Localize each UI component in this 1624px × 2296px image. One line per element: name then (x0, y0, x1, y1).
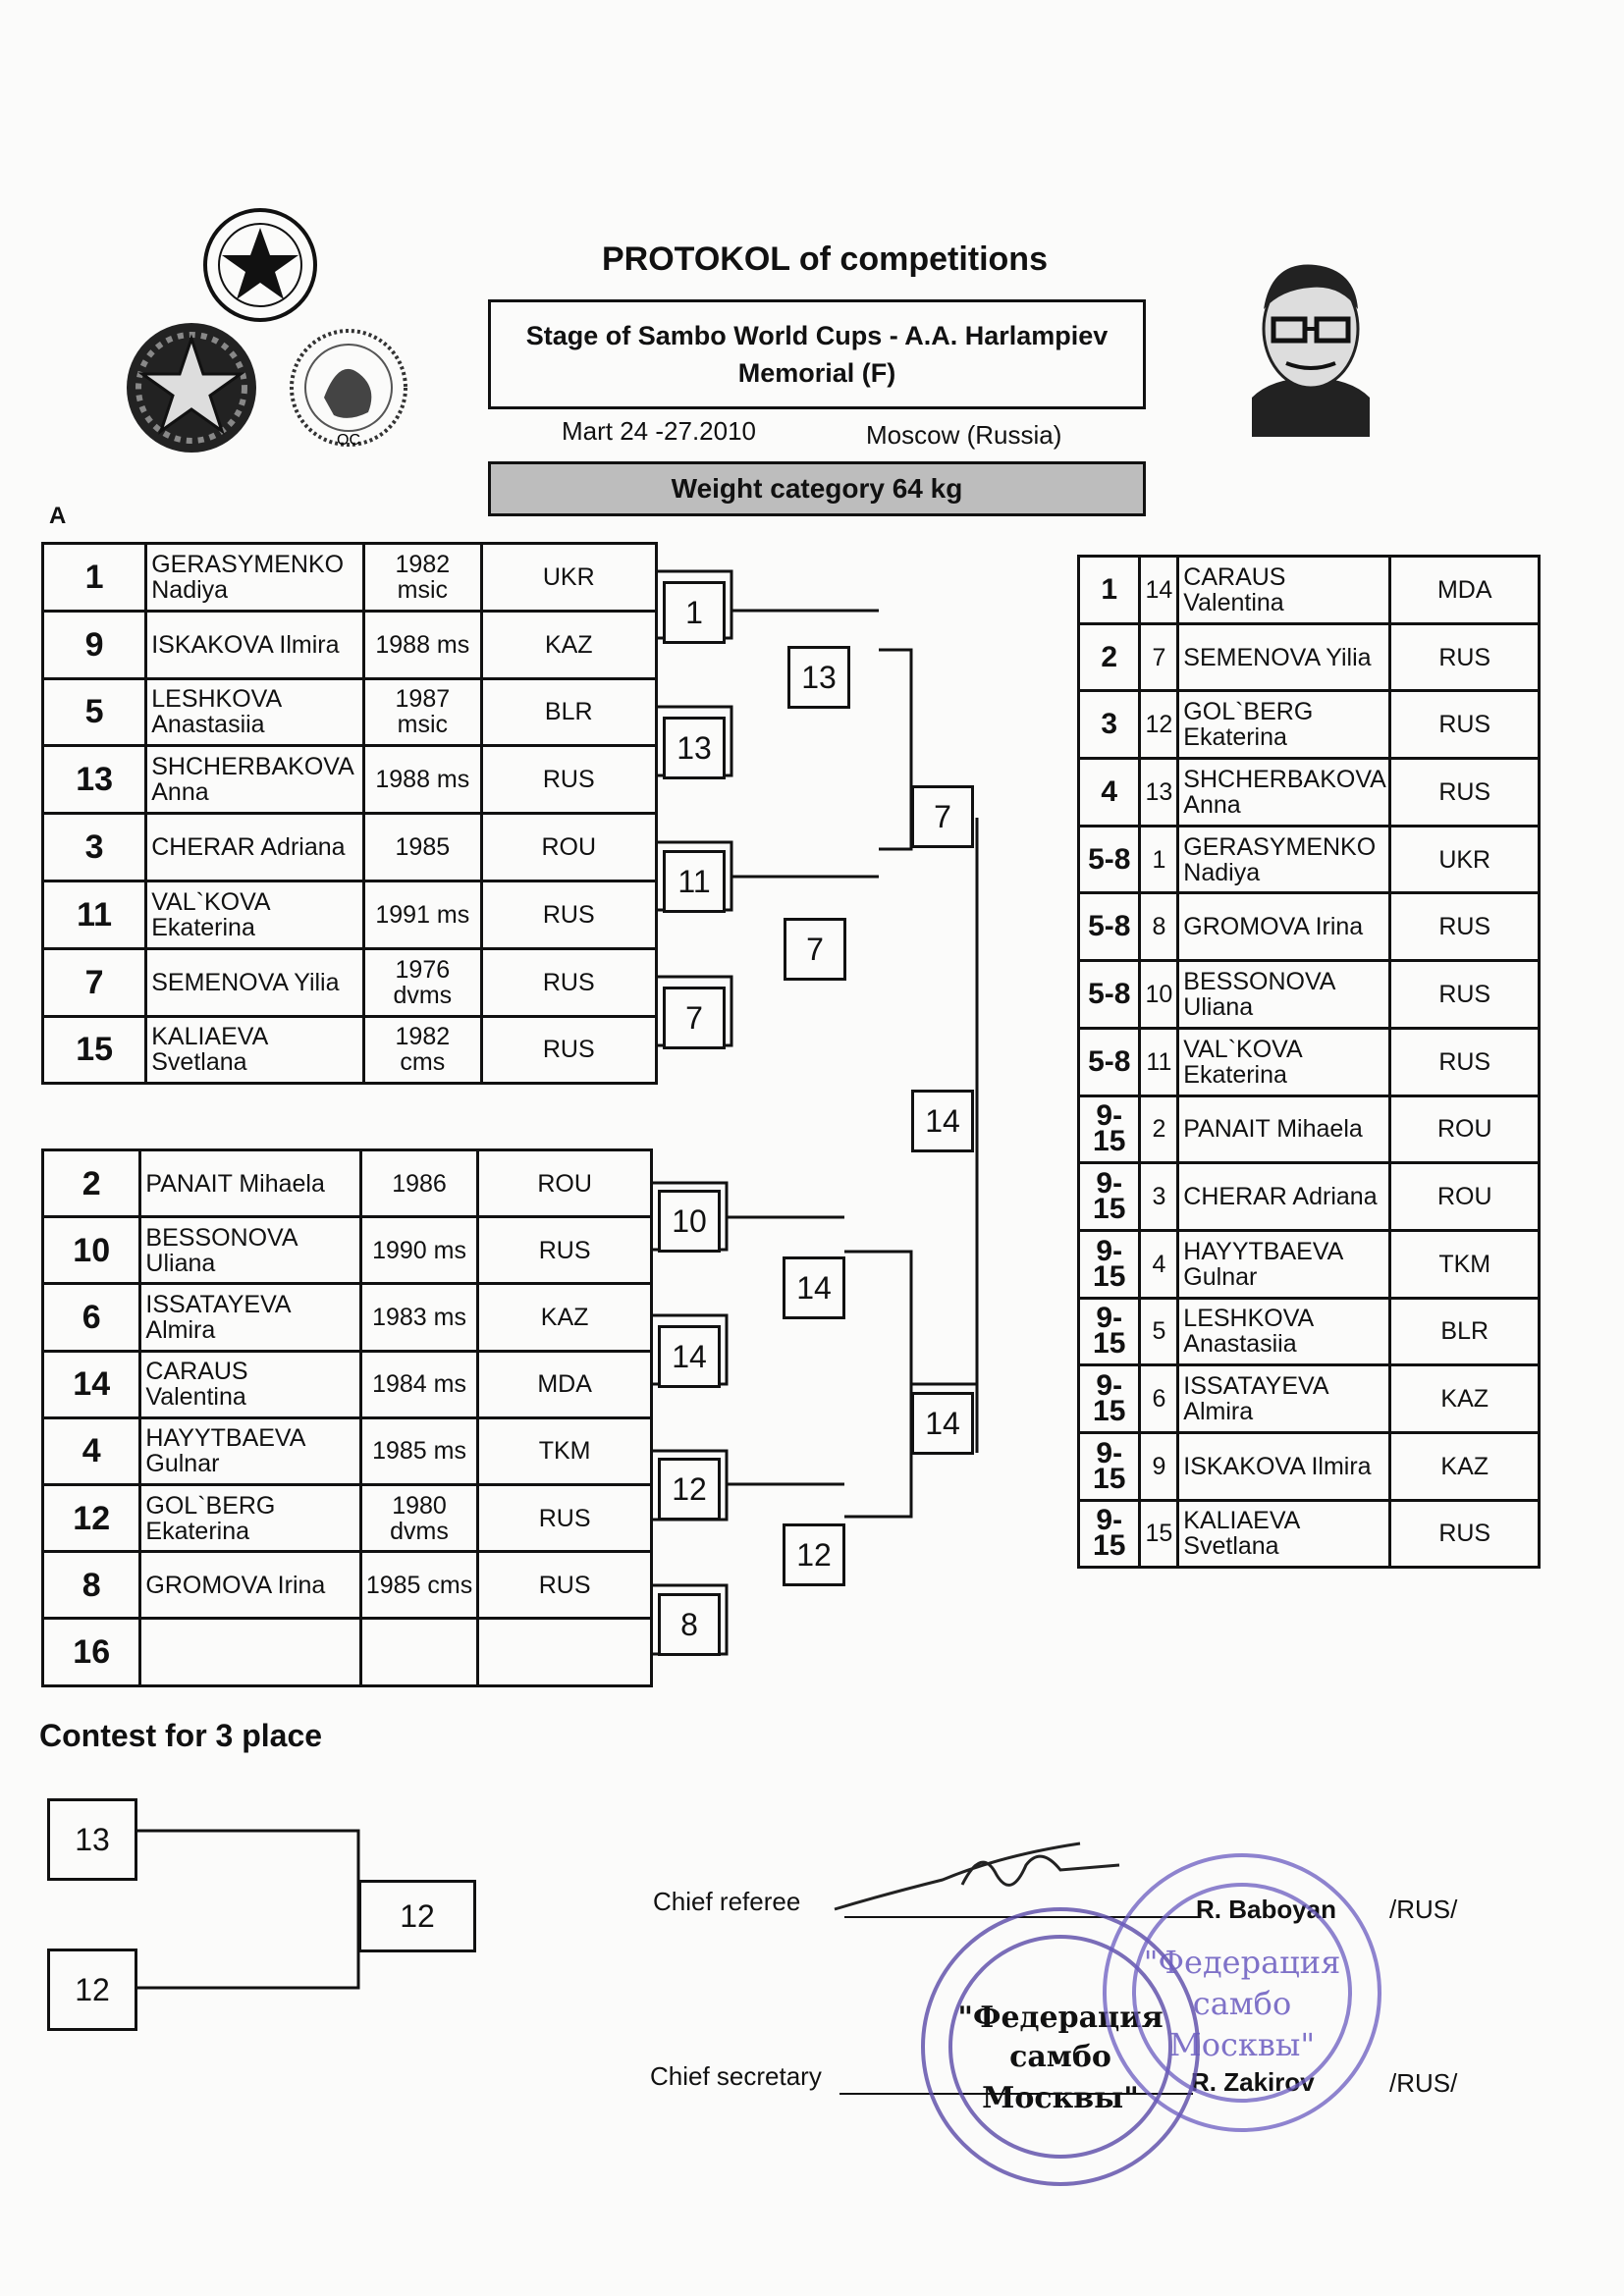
athlete-country: BLR (481, 678, 657, 746)
r2-winner-box: 13 (787, 646, 850, 709)
event-title-line1: Stage of Sambo World Cups - A.A. Harlampiev (525, 321, 1109, 350)
result-seed: 6 (1140, 1365, 1178, 1433)
result-name: ISKAKOVA Ilmira (1178, 1432, 1390, 1500)
result-country: RUS (1390, 961, 1540, 1029)
svg-text:Москвы": Москвы" (982, 2081, 1139, 2115)
athlete-year: 1985 (364, 814, 481, 881)
athlete-row (43, 1016, 657, 1084)
result-row (1079, 691, 1540, 759)
result-name: KALIAEVA Svetlana (1178, 1500, 1390, 1568)
athlete-year: 1982 cms (364, 1016, 481, 1084)
result-country: TKM (1390, 1230, 1540, 1298)
r1-winner-box: 13 (663, 717, 726, 779)
result-name: GROMOVA Irina (1178, 893, 1390, 961)
event-dates: Mart 24 -27.2010 (562, 416, 757, 446)
result-row (1079, 1365, 1540, 1433)
third-place-winner: 12 (358, 1880, 476, 1952)
result-seed: 4 (1140, 1230, 1178, 1298)
svg-text:Москвы": Москвы" (1168, 2026, 1316, 2063)
athlete-row (43, 1552, 652, 1619)
athlete-seed: 14 (43, 1351, 140, 1417)
result-country: KAZ (1390, 1365, 1540, 1433)
result-seed: 2 (1140, 1095, 1178, 1163)
result-name: SEMENOVA Yilia (1178, 623, 1390, 691)
athlete-country: TKM (478, 1417, 652, 1484)
result-place: 9-15 (1079, 1095, 1140, 1163)
pool-a-table (41, 542, 658, 1085)
r1-winner-box: 12 (658, 1458, 721, 1521)
athlete-year: 1988 ms (364, 611, 481, 678)
r1-winner-box: 10 (658, 1190, 721, 1253)
athlete-seed: 12 (43, 1484, 140, 1551)
r1-winner-box: 8 (658, 1593, 721, 1656)
result-name: LESHKOVA Anastasiia (1178, 1298, 1390, 1365)
semifinal-winner-box: 14 (911, 1392, 974, 1455)
athlete-seed: 3 (43, 814, 146, 881)
athlete-seed: 1 (43, 544, 146, 612)
athlete-seed: 4 (43, 1417, 140, 1484)
athlete-country: RUS (478, 1484, 652, 1551)
page-title: PROTOKOL of competitions (602, 240, 1048, 278)
athlete-row (43, 1284, 652, 1351)
results-table (1077, 555, 1541, 1569)
athlete-year: 1980 dvms (360, 1484, 477, 1551)
result-country: BLR (1390, 1298, 1540, 1365)
result-place: 9-15 (1079, 1432, 1140, 1500)
athlete-country: MDA (478, 1351, 652, 1417)
athlete-name: GOL`BERG Ekaterina (140, 1484, 360, 1551)
result-row (1079, 759, 1540, 827)
result-country: RUS (1390, 623, 1540, 691)
svg-text:самбо: самбо (1009, 2040, 1111, 2074)
athlete-seed: 13 (43, 746, 146, 814)
chief-secretary-label: Chief secretary (650, 2061, 822, 2091)
result-seed: 11 (1140, 1028, 1178, 1095)
result-country: RUS (1390, 759, 1540, 827)
result-seed: 5 (1140, 1298, 1178, 1365)
result-country: RUS (1390, 1028, 1540, 1095)
athlete-name: CHERAR Adriana (146, 814, 364, 881)
result-country: ROU (1390, 1163, 1540, 1231)
svg-text:OC: OC (337, 432, 360, 449)
athlete-name: BESSONOVA Uliana (140, 1217, 360, 1284)
athlete-row (43, 948, 657, 1016)
result-place: 2 (1079, 623, 1140, 691)
athlete-year: 1982 msic (364, 544, 481, 612)
athlete-row (43, 1417, 652, 1484)
athlete-year: 1976 dvms (364, 948, 481, 1016)
athlete-name: KALIAEVA Svetlana (146, 1016, 364, 1084)
athlete-country: RUS (478, 1217, 652, 1284)
athlete-seed: 9 (43, 611, 146, 678)
athlete-seed: 6 (43, 1284, 140, 1351)
chief-secretary-name: R. Zakirov (1191, 2067, 1315, 2097)
athlete-country: ROU (481, 814, 657, 881)
result-row (1079, 1163, 1540, 1231)
athlete-row (43, 1484, 652, 1551)
result-place: 9-15 (1079, 1298, 1140, 1365)
group-label: A (49, 503, 67, 529)
athlete-country: RUS (481, 881, 657, 948)
athlete-country: UKR (481, 544, 657, 612)
result-row (1079, 1432, 1540, 1500)
result-country: RUS (1390, 893, 1540, 961)
athlete-seed: 10 (43, 1217, 140, 1284)
result-name: GERASYMENKO Nadiya (1178, 826, 1390, 893)
athlete-year: 1984 ms (360, 1351, 477, 1417)
chief-referee-name: R. Baboyan (1196, 1895, 1337, 1924)
athlete-country (478, 1619, 652, 1685)
athlete-country: RUS (481, 746, 657, 814)
athlete-year: 1990 ms (360, 1217, 477, 1284)
result-name: CHERAR Adriana (1178, 1163, 1390, 1231)
athlete-year: 1983 ms (360, 1284, 477, 1351)
athlete-country: ROU (478, 1150, 652, 1217)
result-name: CARAUS Valentina (1178, 557, 1390, 624)
athlete-seed: 5 (43, 678, 146, 746)
result-row (1079, 1298, 1540, 1365)
result-place: 5-8 (1079, 893, 1140, 961)
pool-b-table (41, 1148, 653, 1687)
result-name: VAL`KOVA Ekaterina (1178, 1028, 1390, 1095)
final-winner-box: 14 (911, 1090, 974, 1152)
result-country: ROU (1390, 1095, 1540, 1163)
athlete-seed: 15 (43, 1016, 146, 1084)
result-seed: 3 (1140, 1163, 1178, 1231)
athlete-country: RUS (481, 1016, 657, 1084)
athlete-name: GERASYMENKO Nadiya (146, 544, 364, 612)
athlete-year: 1985 ms (360, 1417, 477, 1484)
result-name: HAYYTBAEVA Gulnar (1178, 1230, 1390, 1298)
chief-secretary-country: /RUS/ (1389, 2068, 1458, 2098)
result-row (1079, 1500, 1540, 1568)
result-seed: 7 (1140, 623, 1178, 691)
result-row (1079, 1095, 1540, 1163)
result-place: 3 (1079, 691, 1140, 759)
result-place: 1 (1079, 557, 1140, 624)
athlete-row (43, 814, 657, 881)
athlete-name: CARAUS Valentina (140, 1351, 360, 1417)
result-place: 9-15 (1079, 1163, 1140, 1231)
athlete-year: 1985 cms (360, 1552, 477, 1619)
result-row (1079, 1028, 1540, 1095)
athlete-name: SEMENOVA Yilia (146, 948, 364, 1016)
result-name: PANAIT Mihaela (1178, 1095, 1390, 1163)
athlete-name (140, 1619, 360, 1685)
athlete-row (43, 881, 657, 948)
result-row (1079, 557, 1540, 624)
r2-winner-box: 14 (783, 1256, 845, 1319)
chief-referee-country: /RUS/ (1389, 1895, 1458, 1924)
result-seed: 1 (1140, 826, 1178, 893)
athlete-country: RUS (478, 1552, 652, 1619)
result-seed: 9 (1140, 1432, 1178, 1500)
r1-winner-box: 7 (663, 987, 726, 1049)
svg-text:самбо: самбо (1192, 1985, 1292, 2022)
athlete-row (43, 678, 657, 746)
athlete-name: PANAIT Mihaela (140, 1150, 360, 1217)
result-seed: 14 (1140, 557, 1178, 624)
athlete-seed: 2 (43, 1150, 140, 1217)
athlete-year (360, 1619, 477, 1685)
athlete-row (43, 1619, 652, 1685)
event-title-line2: Memorial (F) (737, 358, 896, 388)
result-row (1079, 826, 1540, 893)
athlete-row (43, 1351, 652, 1417)
result-place: 5-8 (1079, 826, 1140, 893)
result-country: KAZ (1390, 1432, 1540, 1500)
result-country: RUS (1390, 691, 1540, 759)
result-place: 9-15 (1079, 1500, 1140, 1568)
result-seed: 12 (1140, 691, 1178, 759)
athlete-name: VAL`KOVA Ekaterina (146, 881, 364, 948)
event-city: Moscow (Russia) (866, 420, 1062, 450)
third-place-contestant-b: 12 (47, 1949, 137, 2031)
athlete-seed: 7 (43, 948, 146, 1016)
result-country: MDA (1390, 557, 1540, 624)
athlete-name: GROMOVA Irina (140, 1552, 360, 1619)
result-seed: 10 (1140, 961, 1178, 1029)
r1-winner-box: 11 (663, 850, 726, 913)
svg-text:"Федерация: "Федерация (1143, 1944, 1341, 1981)
result-country: RUS (1390, 1500, 1540, 1568)
result-place: 9-15 (1079, 1365, 1140, 1433)
result-place: 4 (1079, 759, 1140, 827)
chief-referee-label: Chief referee (653, 1887, 801, 1916)
result-row (1079, 623, 1540, 691)
athlete-seed: 8 (43, 1552, 140, 1619)
third-place-label: Contest for 3 place (39, 1718, 323, 1753)
result-country: UKR (1390, 826, 1540, 893)
athlete-name: ISKAKOVA Ilmira (146, 611, 364, 678)
athlete-year: 1986 (360, 1150, 477, 1217)
result-row (1079, 961, 1540, 1029)
athlete-row (43, 746, 657, 814)
athlete-country: RUS (481, 948, 657, 1016)
athlete-name: LESHKOVA Anastasiia (146, 678, 364, 746)
athlete-year: 1987 msic (364, 678, 481, 746)
r2-winner-box: 12 (783, 1523, 845, 1586)
result-seed: 15 (1140, 1500, 1178, 1568)
athlete-name: SHCHERBAKOVA Anna (146, 746, 364, 814)
result-row (1079, 893, 1540, 961)
athlete-seed: 16 (43, 1619, 140, 1685)
result-name: SHCHERBAKOVA Anna (1178, 759, 1390, 827)
athlete-seed: 11 (43, 881, 146, 948)
third-place-contestant-a: 13 (47, 1798, 137, 1881)
result-name: BESSONOVA Uliana (1178, 961, 1390, 1029)
result-row (1079, 1230, 1540, 1298)
result-place: 5-8 (1079, 961, 1140, 1029)
result-seed: 13 (1140, 759, 1178, 827)
weight-category-box: Weight category 64 kg (488, 461, 1146, 516)
result-place: 5-8 (1079, 1028, 1140, 1095)
result-place: 9-15 (1079, 1230, 1140, 1298)
athlete-year: 1988 ms (364, 746, 481, 814)
result-seed: 8 (1140, 893, 1178, 961)
athlete-year: 1991 ms (364, 881, 481, 948)
athlete-row (43, 1150, 652, 1217)
result-name: GOL`BERG Ekaterina (1178, 691, 1390, 759)
r2-winner-box: 7 (784, 918, 846, 981)
semifinal-winner-box: 7 (911, 785, 974, 848)
athlete-country: KAZ (478, 1284, 652, 1351)
federation-stamp-purple (1085, 1845, 1399, 2140)
athlete-name: ISSATAYEVA Almira (140, 1284, 360, 1351)
athlete-name: HAYYTBAEVA Gulnar (140, 1417, 360, 1484)
athlete-row (43, 1217, 652, 1284)
r1-winner-box: 1 (663, 581, 726, 644)
result-name: ISSATAYEVA Almira (1178, 1365, 1390, 1433)
svg-text:"Федерация: "Федерация (957, 2001, 1164, 2035)
r1-winner-box: 14 (658, 1325, 721, 1388)
athlete-country: KAZ (481, 611, 657, 678)
athlete-row (43, 544, 657, 612)
athlete-row (43, 611, 657, 678)
